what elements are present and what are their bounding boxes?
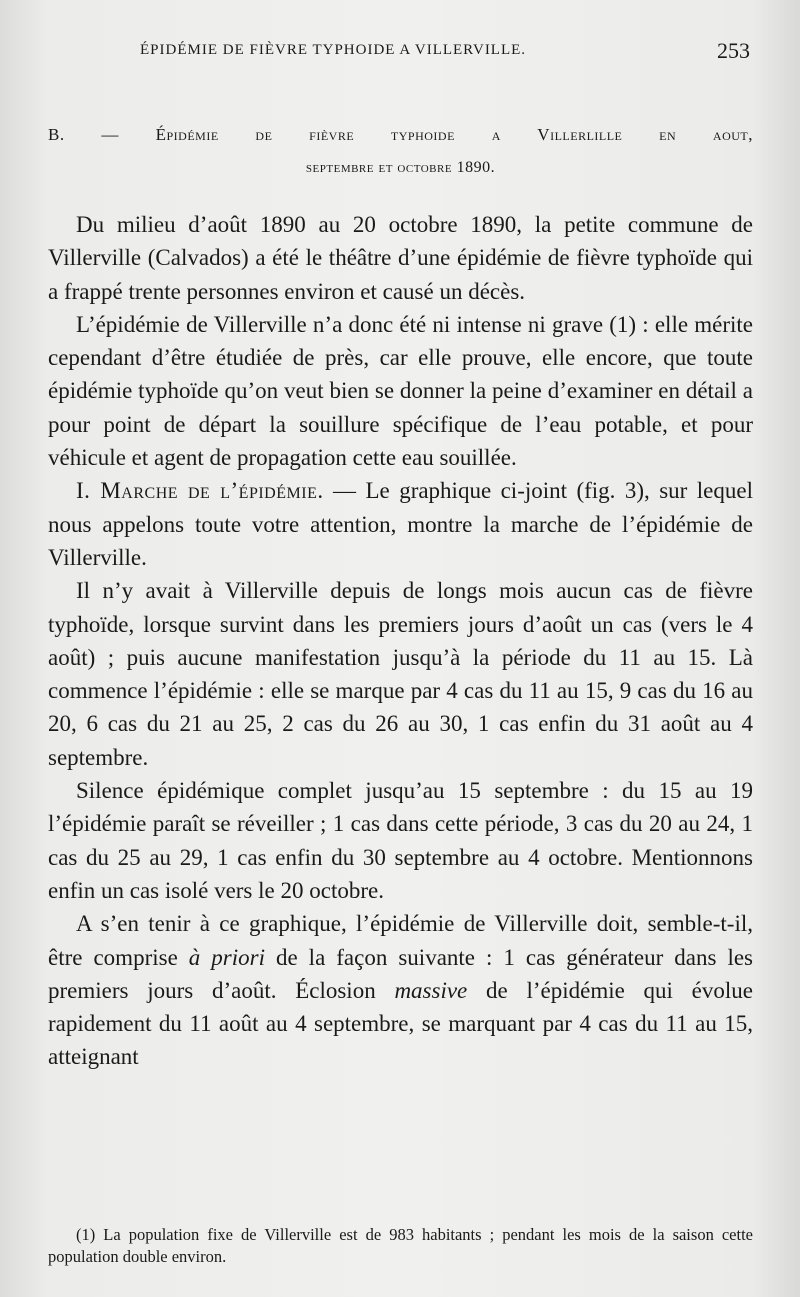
running-head [0, 38, 800, 68]
paragraph-3 [48, 474, 753, 574]
body-text [48, 208, 753, 1074]
paragraph-6-part-b: de la façon suivante : 1 cas générateur dans les premiers jours d’août. Éclosion [48, 944, 753, 1003]
subsection-label: I. Marche de l’épidémie. [76, 478, 324, 504]
running-title: ÉPIDÉMIE DE FIÈVRE TYPHOIDE A VILLERVILLE. [140, 42, 527, 58]
section-heading-line-1: B. — Épidémie de fièvre typhoide a Villerlille en aout, [48, 125, 753, 144]
paragraph-4: Il n’y avait à Villerville depuis de longs mois aucun cas de fièvre typhoïde, lorsque survint dans les premiers jours d’août un cas (vers le 4 août) ; puis aucune manifestation jusqu’à la période du 11 au 15. Là commence l’épidémie : elle se marque par 4 cas du 11 au 15, 9 cas du 16 au 20, 6 cas du 21 au 25, 2 cas du 26 au 30, 1 cas enfin du 31 août au 4 septembre. [48, 578, 753, 770]
paragraph-5: Silence épidémique complet jusqu’au 15 septembre : du 15 au 19 l’épidémie paraît se réveiller ; 1 cas dans cette période, 3 cas du 20 au 24, 1 cas du 25 au 29, 1 cas enfin du 30 septembre au 4 octobre. Mentionnons enfin un cas isolé vers le 20 octobre. [48, 778, 753, 903]
footnote [48, 1224, 753, 1268]
emphasis-massive: massive [394, 977, 468, 1003]
paragraph-6-part-c: de l’épidémie qui évolue rapidement du 11 août au 4 septembre, se marquant par 4 cas du 11 au 15, atteignant [48, 977, 753, 1070]
emphasis-a-priori: à priori [188, 944, 265, 970]
paragraph-1: Du milieu d’août 1890 au 20 octobre 1890, la petite commune de Villerville (Calvados) a été le théâtre d’une épidémie de fièvre typhoïde qui a frappé trente personnes environ et causé un décès. [48, 212, 753, 304]
paragraph-6 [48, 907, 753, 1073]
paragraph-3-text: — Le graphique ci-joint (fig. 3), sur lequel nous appelons toute votre attention, montre la marche de l’épidémie de Villerville. [48, 478, 753, 570]
section-heading [48, 118, 753, 184]
footnote-text: (1) La population fixe de Villerville est de 983 habitants ; pendant les mois de la saison cette population double environ. [48, 1225, 753, 1266]
section-heading-line-2: septembre et octobre 1890. [305, 159, 496, 176]
paragraph-6-part-a: A s’en tenir à ce graphique, l’épidémie de Villerville doit, semble-t-il, être comprise [48, 911, 753, 970]
page-number: 253 [717, 38, 750, 63]
paragraph-2: L’épidémie de Villerville n’a donc été ni intense ni grave (1) : elle mérite cependant d’être étudiée de près, car elle prouve, elle encore, que toute épidémie typhoïde qu’on veut bien se donner la peine d’examiner en détail a pour point de départ la souillure spécifique de l’eau potable, et pour véhicule et agent de propagation cette eau souillée. [48, 311, 753, 471]
